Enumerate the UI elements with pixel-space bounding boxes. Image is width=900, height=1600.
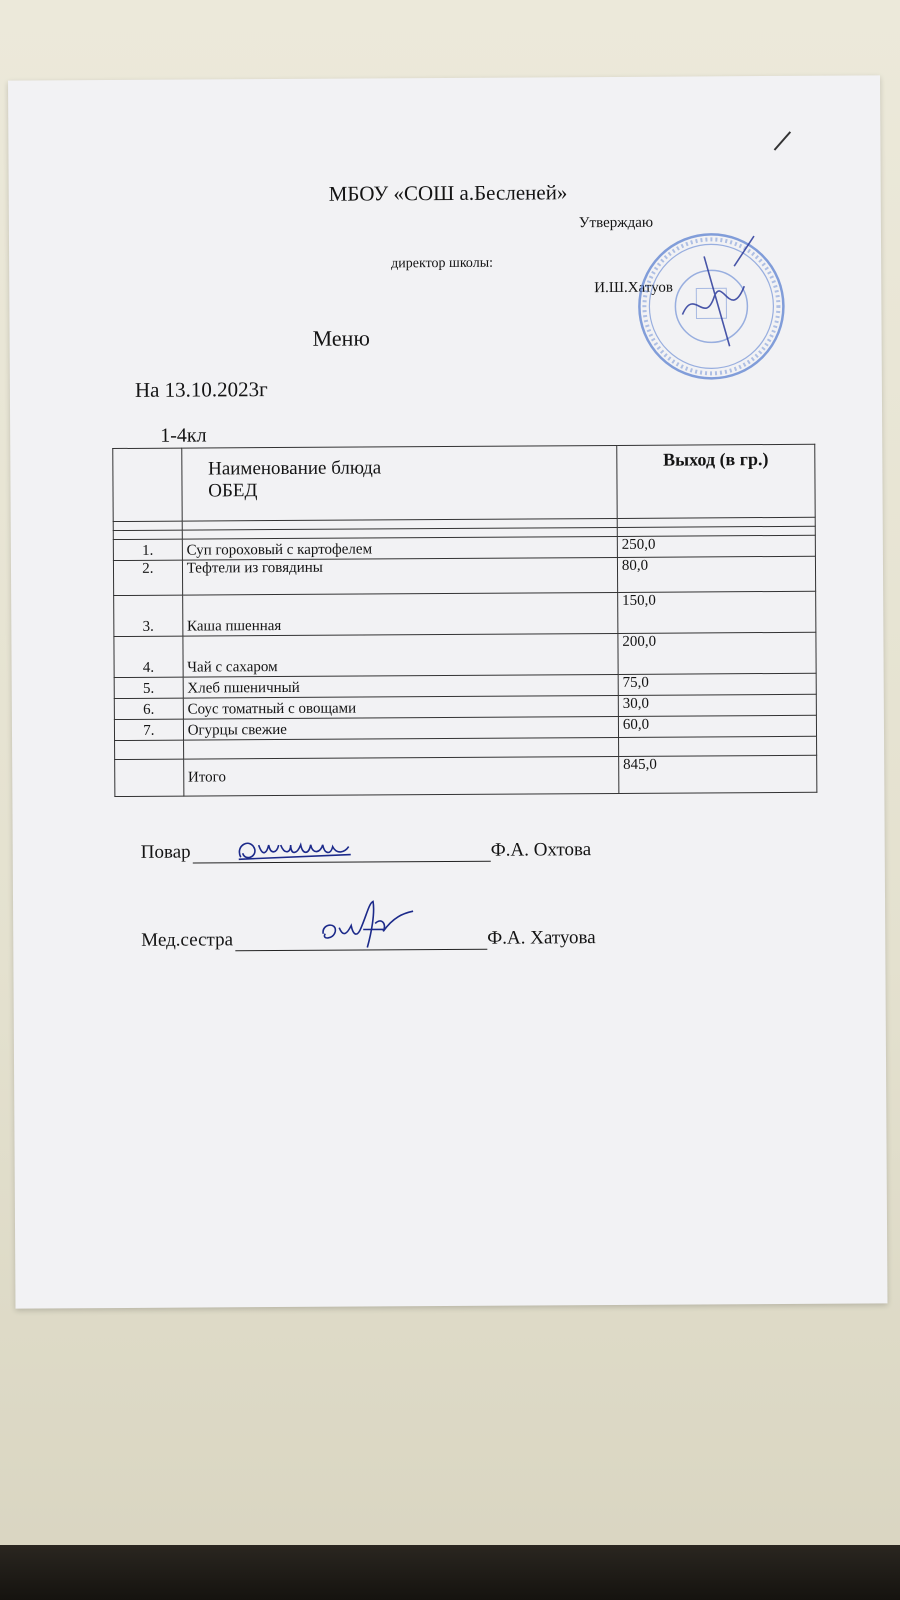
school-name: МБОУ «СОШ а.Бесленей» [328, 180, 568, 206]
row-output: 150,0 [617, 591, 815, 633]
menu-document [8, 75, 887, 1308]
cook-label: Повар [140, 841, 191, 863]
table-row [113, 556, 815, 595]
total-label: Итого [183, 756, 618, 796]
row-num: 1. [113, 539, 182, 560]
row-num: 3. [114, 595, 183, 636]
table-row [114, 591, 816, 636]
row-output: 200,0 [618, 632, 816, 674]
row-dish: Огурцы свежие [183, 716, 618, 740]
row-output: 30,0 [618, 694, 816, 716]
header-name-line2: ОБЕД [208, 480, 258, 502]
cook-name: Ф.А. Охтова [490, 839, 592, 861]
row-num: 5. [114, 677, 183, 698]
header-output-cell: Выход (в гр.) [617, 444, 816, 518]
approve-label: Утверждаю [578, 214, 654, 232]
row-dish: Суп гороховый с картофелем [182, 536, 617, 560]
row-dish: Хлеб пшеничный [183, 674, 618, 698]
tabletop-shadow [0, 1545, 900, 1600]
menu-date: На 13.10.2023г [134, 377, 268, 402]
row-output: 75,0 [618, 673, 816, 695]
row-dish: Каша пшенная [182, 592, 617, 636]
director-label: директор школы: [391, 255, 494, 272]
principal-name: И.Ш.Хатуов [594, 279, 673, 297]
total-value: 845,0 [618, 755, 816, 793]
cook-signature-icon [233, 830, 373, 871]
row-num: 4. [114, 636, 183, 677]
row-num: 2. [113, 560, 182, 595]
table-row [114, 632, 816, 677]
header-num-cell [113, 448, 182, 521]
nurse-name: Ф.А. Хатуова [487, 927, 596, 949]
nurse-label: Мед.сестра [141, 929, 234, 951]
header-name-cell [181, 445, 617, 521]
total-row [115, 755, 817, 796]
row-output: 250,0 [617, 535, 815, 557]
page-title: Меню [312, 325, 370, 351]
menu-table [112, 444, 817, 797]
row-dish: Чай с сахаром [183, 633, 618, 677]
table-header-row [113, 444, 815, 521]
header-name-line1: Наименование блюда [208, 457, 382, 480]
total-num-cell [115, 759, 184, 796]
row-output: 60,0 [618, 715, 816, 737]
school-stamp-icon [634, 226, 790, 382]
row-dish: Соус томатный с овощами [183, 695, 618, 719]
row-output: 80,0 [617, 556, 815, 592]
grade-label: 1-4кл [160, 424, 207, 447]
row-dish: Тефтели из говядины [182, 557, 617, 595]
pen-mark-icon [768, 126, 798, 156]
nurse-signature-icon [313, 893, 423, 954]
row-num: 6. [114, 698, 183, 719]
row-num: 7. [114, 719, 183, 740]
